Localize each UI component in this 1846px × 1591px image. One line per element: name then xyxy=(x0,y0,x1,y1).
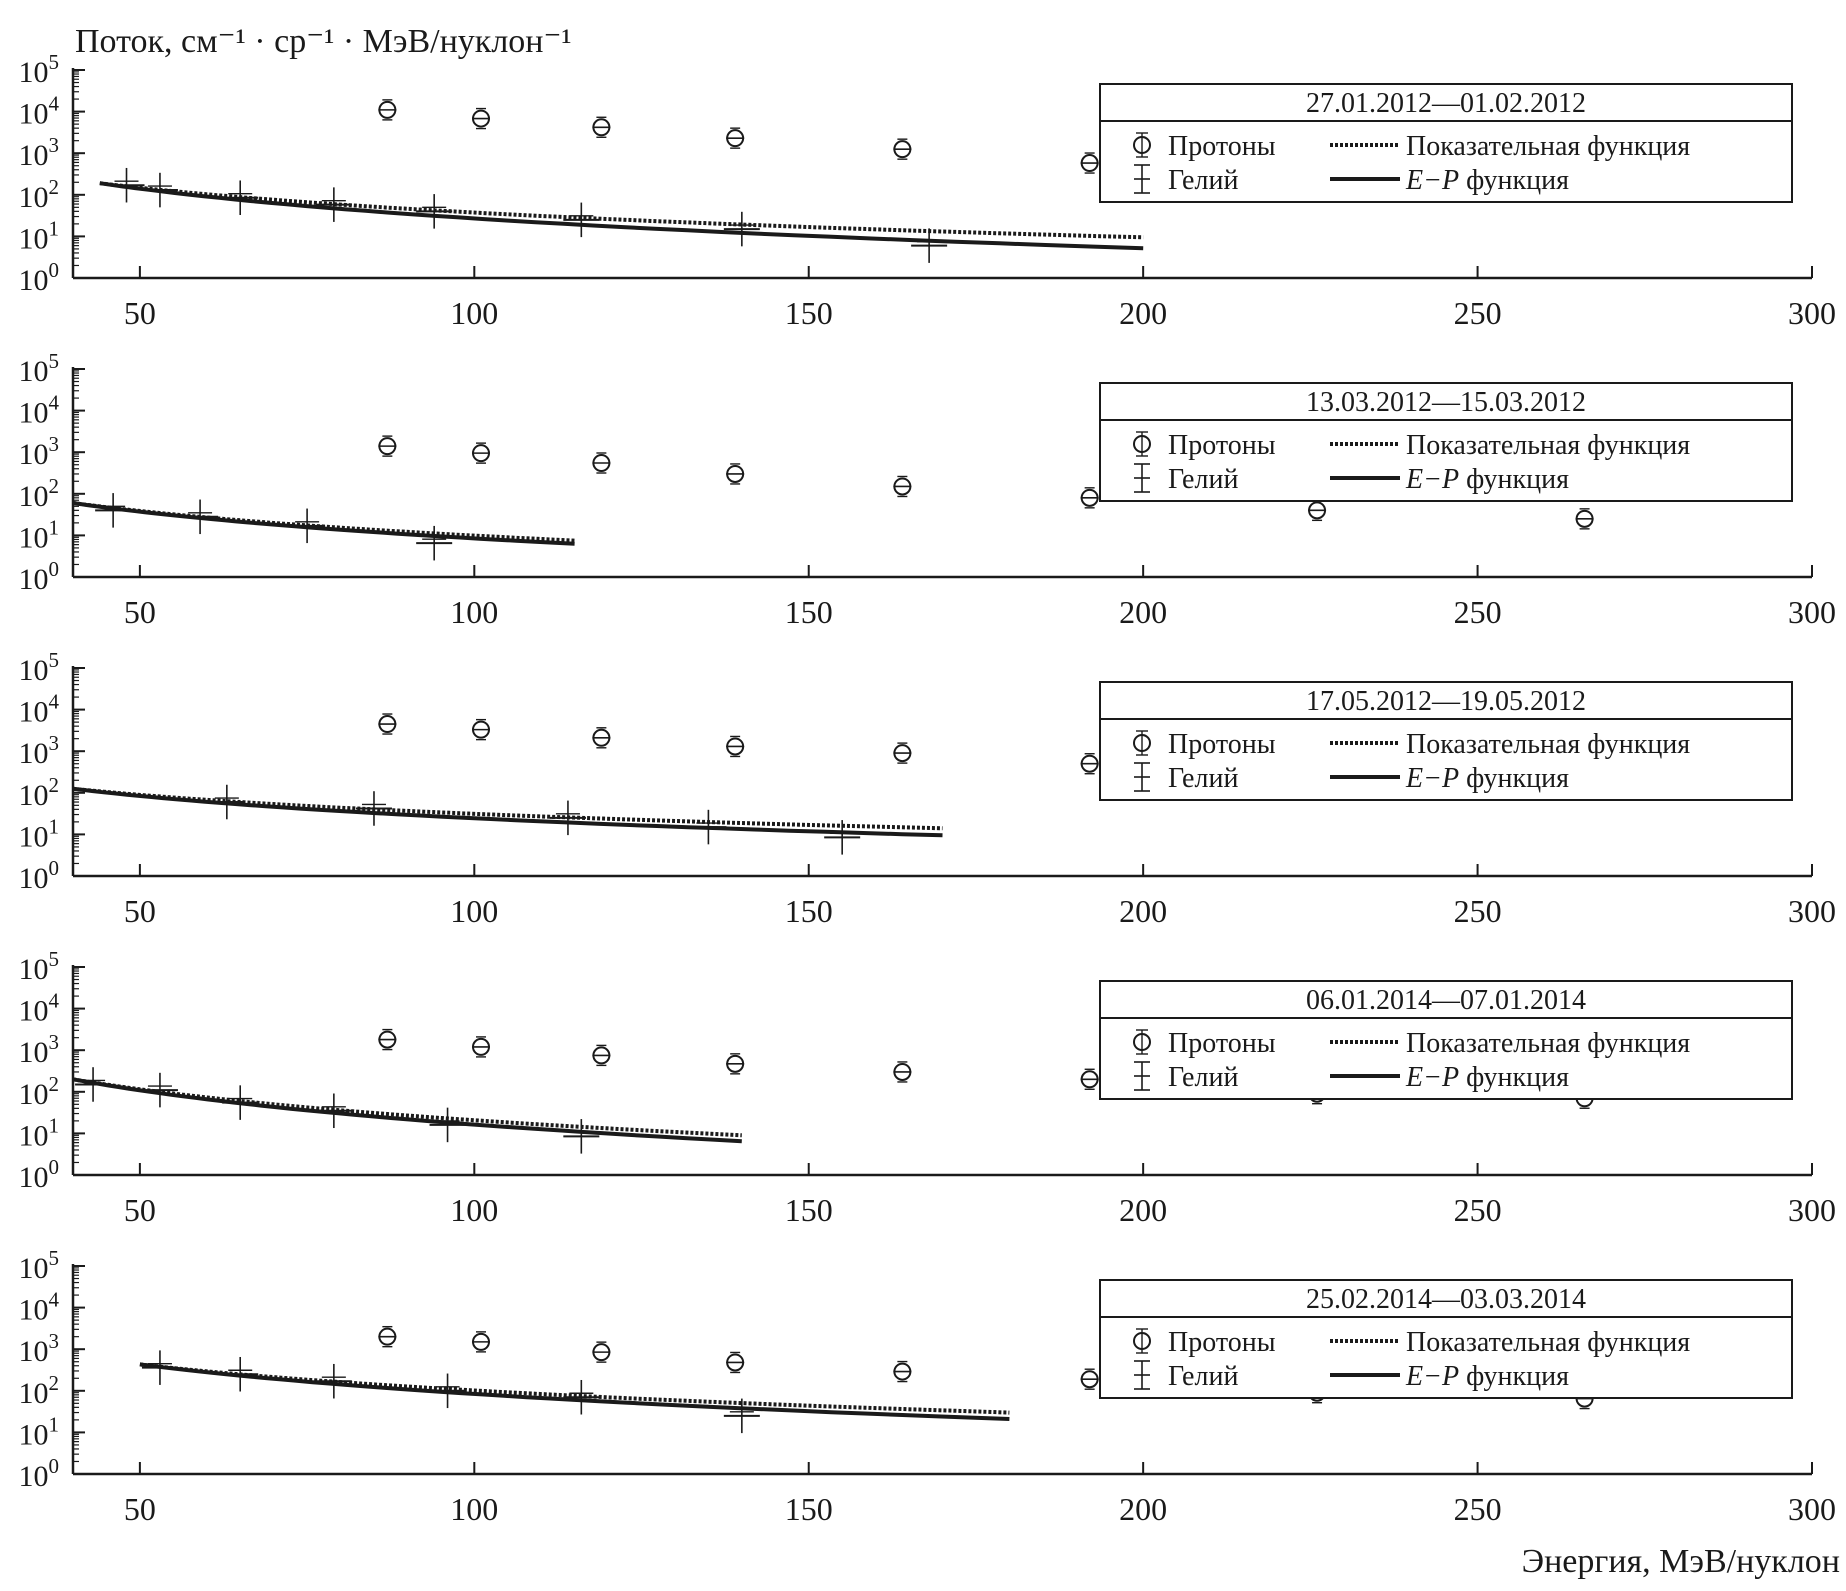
x-tick-label: 50 xyxy=(123,893,156,929)
y-tick-exponent: 5 xyxy=(48,1246,59,1270)
x-tick-label: 200 xyxy=(1119,594,1168,630)
legend-helium-label: Гелий xyxy=(1168,1062,1239,1093)
y-tick-exponent: 3 xyxy=(48,432,59,457)
legend-ep-suffix: функция xyxy=(1459,763,1569,794)
y-tick-exponent: 0 xyxy=(48,1454,59,1478)
y-tick-exponent: 1 xyxy=(48,814,59,839)
y-tick-base: 10 xyxy=(18,563,49,596)
x-tick-label: 300 xyxy=(1788,594,1836,630)
legend-ep-prefix: E−P xyxy=(1406,763,1460,794)
y-tick-base: 10 xyxy=(18,355,49,388)
y-tick-base: 10 xyxy=(18,97,49,131)
y-tick-base: 10 xyxy=(18,1252,49,1285)
legend-protons-label: Протоны xyxy=(1168,1327,1276,1358)
x-tick-label: 100 xyxy=(450,594,499,630)
legend-power-label: Показательная функция xyxy=(1406,131,1691,162)
y-tick-exponent: 4 xyxy=(48,1287,59,1312)
y-tick-base: 10 xyxy=(18,862,49,895)
x-tick-label: 150 xyxy=(784,295,833,331)
panel-date-range: 13.03.2012—15.03.2012 xyxy=(1306,387,1586,418)
legend xyxy=(1100,84,1792,202)
y-tick-exponent: 4 xyxy=(48,390,59,415)
y-tick-exponent: 0 xyxy=(48,1155,59,1179)
legend-helium-label: Гелий xyxy=(1168,1361,1239,1392)
y-tick-base: 10 xyxy=(18,778,49,812)
y-tick-base: 10 xyxy=(18,438,49,472)
x-tick-label: 50 xyxy=(123,594,156,630)
legend xyxy=(1100,383,1792,501)
panel-date-range: 25.02.2014—03.03.2014 xyxy=(1306,1284,1586,1315)
x-tick-label: 50 xyxy=(123,1491,156,1527)
y-tick-base: 10 xyxy=(18,820,49,854)
x-tick-label: 250 xyxy=(1453,1491,1502,1527)
legend-ep-label xyxy=(1405,165,1569,196)
legend-ep-suffix: функция xyxy=(1459,1361,1569,1392)
legend-power-label: Показательная функция xyxy=(1406,1327,1691,1358)
y-tick-exponent: 2 xyxy=(48,174,59,199)
legend-ep-suffix: функция xyxy=(1459,1062,1569,1093)
legend-ep-label xyxy=(1405,464,1569,495)
x-tick-label: 100 xyxy=(450,893,499,929)
y-tick-exponent: 1 xyxy=(48,1412,59,1437)
x-tick-label: 250 xyxy=(1453,1192,1502,1228)
legend-ep-prefix: E−P xyxy=(1406,1062,1460,1093)
y-axis-label: Поток, см⁻¹ · ср⁻¹ · МэВ/нуклон⁻¹ xyxy=(75,23,572,60)
legend-power-label: Показательная функция xyxy=(1406,729,1691,760)
y-tick-exponent: 1 xyxy=(48,216,59,241)
legend-protons-label: Протоны xyxy=(1168,131,1276,162)
panel-date-range: 06.01.2014—07.01.2014 xyxy=(1306,985,1586,1016)
x-tick-label: 50 xyxy=(123,295,156,331)
x-tick-label: 200 xyxy=(1119,893,1168,929)
y-tick-base: 10 xyxy=(18,222,49,256)
x-tick-label: 150 xyxy=(784,1192,833,1228)
y-tick-base: 10 xyxy=(18,1418,49,1452)
y-tick-exponent: 2 xyxy=(48,1370,59,1395)
y-tick-exponent: 5 xyxy=(48,648,59,672)
legend-protons-label: Протоны xyxy=(1168,729,1276,760)
legend-protons-label: Протоны xyxy=(1168,1028,1276,1059)
legend-ep-label xyxy=(1405,1062,1569,1093)
legend-ep-prefix: E−P xyxy=(1406,1361,1460,1392)
y-tick-exponent: 5 xyxy=(48,349,59,373)
x-tick-label: 200 xyxy=(1119,1192,1168,1228)
x-tick-label: 300 xyxy=(1788,295,1836,331)
y-tick-base: 10 xyxy=(18,994,49,1028)
x-tick-label: 300 xyxy=(1788,1491,1836,1527)
y-tick-exponent: 5 xyxy=(48,947,59,971)
y-tick-exponent: 1 xyxy=(48,1113,59,1138)
y-tick-exponent: 0 xyxy=(48,557,59,581)
y-tick-exponent: 3 xyxy=(48,1030,59,1055)
y-tick-base: 10 xyxy=(18,180,49,214)
y-tick-exponent: 4 xyxy=(48,988,59,1013)
legend-ep-label xyxy=(1405,763,1569,794)
x-axis-label: Энергия, МэВ/нуклон xyxy=(1521,1543,1840,1580)
y-tick-base: 10 xyxy=(18,1161,49,1194)
y-tick-base: 10 xyxy=(18,396,49,430)
legend-ep-suffix: функция xyxy=(1459,165,1569,196)
panel-date-range: 17.05.2012—19.05.2012 xyxy=(1306,686,1586,717)
legend-helium-label: Гелий xyxy=(1168,763,1239,794)
legend-ep-label xyxy=(1405,1361,1569,1392)
x-tick-label: 50 xyxy=(123,1192,156,1228)
legend xyxy=(1100,1280,1792,1398)
y-tick-base: 10 xyxy=(18,479,49,513)
y-tick-base: 10 xyxy=(18,654,49,687)
y-tick-exponent: 3 xyxy=(48,731,59,756)
legend-ep-prefix: E−P xyxy=(1406,165,1460,196)
y-tick-base: 10 xyxy=(18,264,49,297)
y-tick-exponent: 0 xyxy=(48,258,59,282)
y-tick-exponent: 2 xyxy=(48,1071,59,1096)
y-tick-exponent: 4 xyxy=(48,689,59,714)
y-tick-base: 10 xyxy=(18,737,49,771)
y-tick-exponent: 2 xyxy=(48,772,59,797)
x-tick-label: 250 xyxy=(1453,893,1502,929)
x-tick-label: 150 xyxy=(784,594,833,630)
x-tick-label: 150 xyxy=(784,893,833,929)
legend-power-label: Показательная функция xyxy=(1406,430,1691,461)
y-tick-exponent: 5 xyxy=(48,50,59,74)
x-tick-label: 150 xyxy=(784,1491,833,1527)
y-tick-exponent: 2 xyxy=(48,473,59,498)
x-tick-label: 250 xyxy=(1453,295,1502,331)
x-tick-label: 200 xyxy=(1119,295,1168,331)
y-tick-exponent: 4 xyxy=(48,91,59,116)
legend-ep-suffix: функция xyxy=(1459,464,1569,495)
x-tick-label: 100 xyxy=(450,1192,499,1228)
legend-ep-prefix: E−P xyxy=(1406,464,1460,495)
y-tick-base: 10 xyxy=(18,521,49,555)
x-tick-label: 200 xyxy=(1119,1491,1168,1527)
y-tick-base: 10 xyxy=(18,139,49,173)
y-tick-base: 10 xyxy=(18,953,49,986)
y-tick-base: 10 xyxy=(18,695,49,729)
panel-date-range: 27.01.2012—01.02.2012 xyxy=(1306,88,1586,119)
y-tick-base: 10 xyxy=(18,1335,49,1369)
y-tick-exponent: 3 xyxy=(48,1329,59,1354)
legend-power-label: Показательная функция xyxy=(1406,1028,1691,1059)
y-tick-exponent: 3 xyxy=(48,133,59,158)
y-tick-base: 10 xyxy=(18,1036,49,1070)
legend-helium-label: Гелий xyxy=(1168,165,1239,196)
x-tick-label: 100 xyxy=(450,1491,499,1527)
y-tick-base: 10 xyxy=(18,56,49,89)
x-tick-label: 100 xyxy=(450,295,499,331)
x-tick-label: 300 xyxy=(1788,893,1836,929)
y-tick-base: 10 xyxy=(18,1376,49,1410)
y-tick-base: 10 xyxy=(18,1460,49,1493)
y-tick-base: 10 xyxy=(18,1293,49,1327)
y-tick-exponent: 0 xyxy=(48,856,59,880)
y-tick-base: 10 xyxy=(18,1119,49,1153)
x-tick-label: 300 xyxy=(1788,1192,1836,1228)
legend-protons-label: Протоны xyxy=(1168,430,1276,461)
x-tick-label: 250 xyxy=(1453,594,1502,630)
legend xyxy=(1100,981,1792,1099)
y-tick-base: 10 xyxy=(18,1077,49,1111)
y-tick-exponent: 1 xyxy=(48,515,59,540)
legend xyxy=(1100,682,1792,800)
legend-helium-label: Гелий xyxy=(1168,464,1239,495)
